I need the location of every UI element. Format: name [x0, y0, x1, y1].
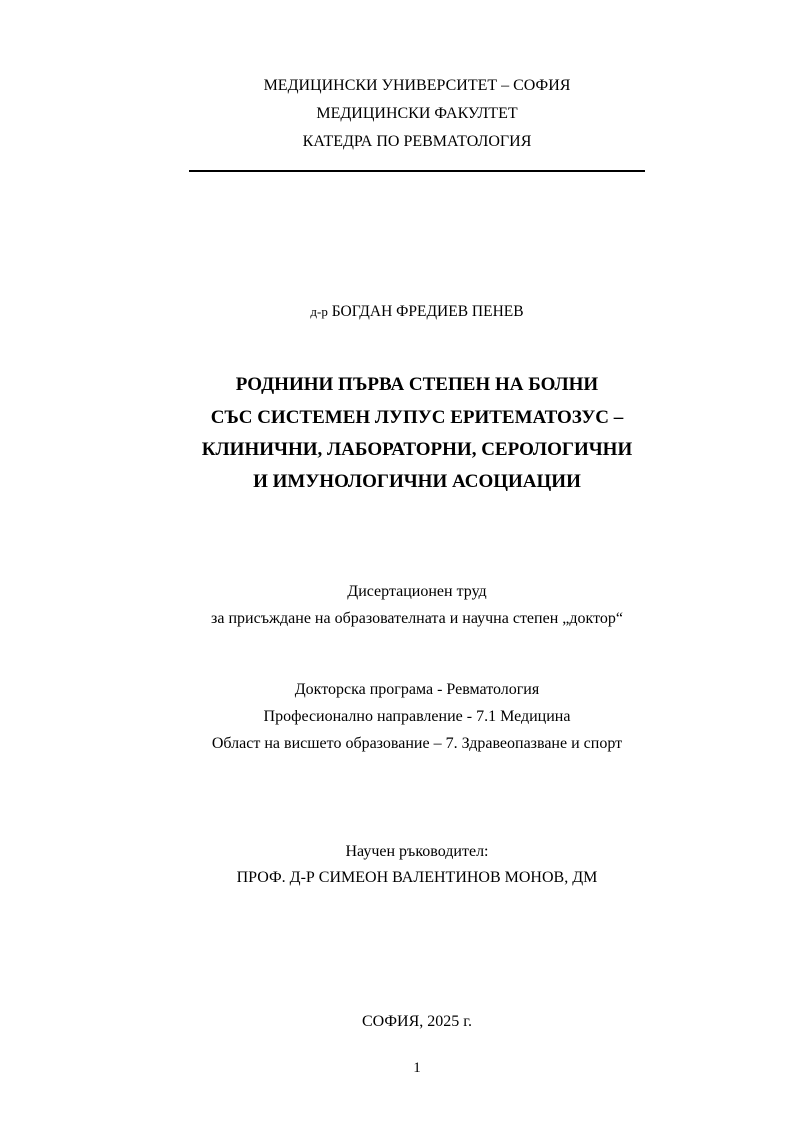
professional-field: Професионално направление - 7.1 Медицина	[263, 708, 571, 725]
header-divider	[189, 170, 645, 172]
page-number: 1	[413, 1060, 421, 1076]
thesis-purpose: за присъждане на образователната и научна степен „доктор“	[211, 610, 623, 627]
department-name: КАТЕДРА ПО РЕВМАТОЛОГИЯ	[302, 133, 532, 150]
faculty-name: МЕДИЦИНСКИ ФАКУЛТЕТ	[316, 105, 518, 122]
supervisor-name: ПРОФ. Д-Р СИМЕОН ВАЛЕНТИНОВ МОНОВ, ДМ	[236, 869, 598, 886]
author-line	[0, 302, 794, 322]
thesis-title-line-3: КЛИНИЧНИ, ЛАБОРАТОРНИ, СЕРОЛОГИЧНИ	[201, 439, 633, 460]
thesis-title-line-1: РОДНИНИ ПЪРВА СТЕПЕН НА БОЛНИ	[235, 374, 599, 395]
supervisor-label: Научен ръководител:	[345, 843, 489, 860]
doctoral-program: Докторска програма - Ревматология	[294, 681, 540, 698]
thesis-title-line-2: СЪС СИСТЕМЕН ЛУПУС ЕРИТЕМАТОЗУС –	[210, 407, 624, 428]
author-name: БОГДАН ФРЕДИЕВ ПЕНЕВ	[331, 303, 524, 320]
place-year: СОФИЯ, 2025 г.	[361, 1013, 473, 1030]
thesis-title-line-4: И ИМУНОЛОГИЧНИ АСОЦИАЦИИ	[253, 471, 581, 492]
university-name: МЕДИЦИНСКИ УНИВЕРСИТЕТ – СОФИЯ	[263, 77, 571, 94]
higher-education-area: Област на висшето образование – 7. Здравеопазване и спорт	[211, 735, 623, 752]
author-prefix: д-р	[310, 304, 328, 319]
thesis-type: Дисертационен труд	[347, 583, 487, 600]
